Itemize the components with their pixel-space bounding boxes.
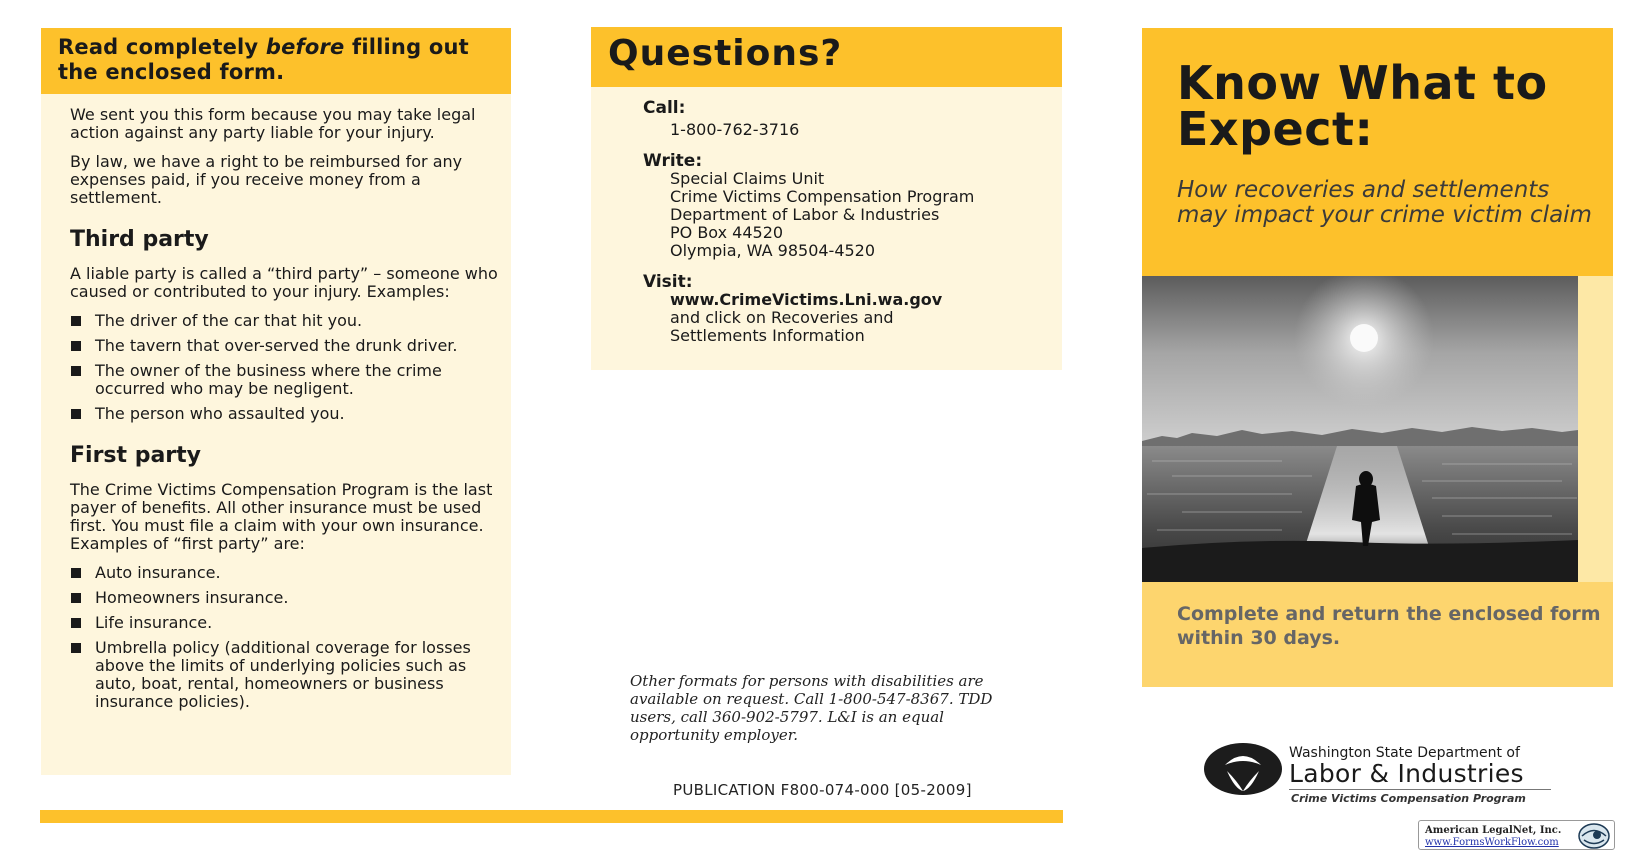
globe-icon bbox=[1577, 823, 1611, 849]
logo-program-name: Crime Victims Compensation Program bbox=[1291, 792, 1526, 805]
read-completely-heading: Read completely before filling out the enclosed form. bbox=[58, 35, 469, 84]
website-link[interactable]: www.CrimeVictims.Lni.wa.gov bbox=[670, 290, 943, 309]
list-item: The owner of the business where the crime occurred who may be negligent. bbox=[70, 362, 501, 398]
lni-logo-mark-icon bbox=[1203, 741, 1283, 797]
logo-agency-name: Labor & Industries bbox=[1289, 759, 1524, 788]
address-line: Olympia, WA 98504-4520 bbox=[670, 241, 876, 260]
visit-line: Settlements Information bbox=[670, 326, 865, 345]
list-item: Auto insurance. bbox=[70, 564, 501, 582]
beach-silhouette-photo bbox=[1142, 276, 1578, 582]
legalnet-stamp bbox=[1418, 820, 1615, 850]
logo-agency-line: Washington State Department of bbox=[1289, 745, 1520, 761]
questions-title: Questions? bbox=[608, 33, 843, 74]
list-item: The tavern that over-served the drunk driver. bbox=[70, 337, 501, 355]
address-line: Department of Labor & Industries bbox=[670, 205, 940, 224]
write-label: Write: bbox=[643, 151, 703, 171]
visit-label: Visit: bbox=[643, 272, 693, 292]
left-panel bbox=[41, 28, 511, 775]
list-item: Life insurance. bbox=[70, 614, 501, 632]
left-panel-header bbox=[41, 28, 511, 94]
address-line: PO Box 44520 bbox=[670, 223, 784, 242]
stamp-company-name: American LegalNet, Inc. bbox=[1425, 825, 1562, 836]
visit-block bbox=[643, 291, 1062, 345]
phone-block bbox=[643, 121, 1062, 139]
list-item: The person who assaulted you. bbox=[70, 405, 501, 423]
phone-number[interactable]: 1-800-762-3716 bbox=[670, 120, 800, 139]
cover-header bbox=[1142, 28, 1613, 276]
list-item: Umbrella policy (additional coverage for losses above the limits of underlying policies such as auto, boat, rental, homeowners or business insurance policies). bbox=[70, 639, 501, 711]
cover-title: Know What to Expect: bbox=[1177, 56, 1548, 156]
address-line: Crime Victims Compensation Program bbox=[670, 187, 975, 206]
publication-number: PUBLICATION F800-074-000 [05-2009] bbox=[673, 781, 972, 799]
lni-logo bbox=[1203, 739, 1563, 809]
left-panel-body bbox=[41, 94, 511, 711]
questions-body bbox=[591, 87, 1062, 345]
disability-notice: Other formats for persons with disabilities are available on request. Call 1-800-547-8367. TDD users, call 360-902-5797. L&I is an equal opportunity employer. bbox=[630, 672, 993, 744]
list-item: Homeowners insurance. bbox=[70, 589, 501, 607]
cover-panel bbox=[1142, 28, 1613, 687]
intro-paragraph-1: We sent you this form because you may take legal action against any party liable for your injury. bbox=[70, 105, 476, 142]
stamp-website-link[interactable]: www.FormsWorkFlow.com bbox=[1425, 837, 1559, 848]
questions-header bbox=[591, 27, 1062, 87]
list-item: The driver of the car that hit you. bbox=[70, 312, 501, 330]
first-party-text: The Crime Victims Compensation Program is the last payer of benefits. All other insurance must be used first. You must file a claim with your own insurance. Examples of “first party” are: bbox=[70, 480, 493, 553]
first-party-list bbox=[70, 564, 501, 711]
intro-paragraph-2: By law, we have a right to be reimbursed for any expenses paid, if you receive money from a settlement. bbox=[70, 152, 463, 207]
first-party-heading: First party bbox=[70, 443, 201, 468]
bottom-accent-bar bbox=[40, 810, 1063, 823]
visit-line: and click on Recoveries and bbox=[670, 308, 894, 327]
third-party-heading: Third party bbox=[70, 227, 209, 252]
cover-call-to-action: Complete and return the enclosed form within 30 days. bbox=[1142, 582, 1613, 687]
address-line: Special Claims Unit bbox=[670, 169, 825, 188]
logo-divider bbox=[1289, 789, 1551, 790]
cover-subtitle: How recoveries and settlements may impact your crime victim claim bbox=[1177, 177, 1592, 228]
third-party-list bbox=[70, 312, 501, 423]
mailing-address bbox=[643, 170, 1062, 260]
third-party-text: A liable party is called a “third party” – someone who caused or contributed to your injury. Examples: bbox=[70, 264, 498, 301]
call-label: Call: bbox=[643, 98, 686, 118]
questions-box bbox=[591, 27, 1062, 370]
